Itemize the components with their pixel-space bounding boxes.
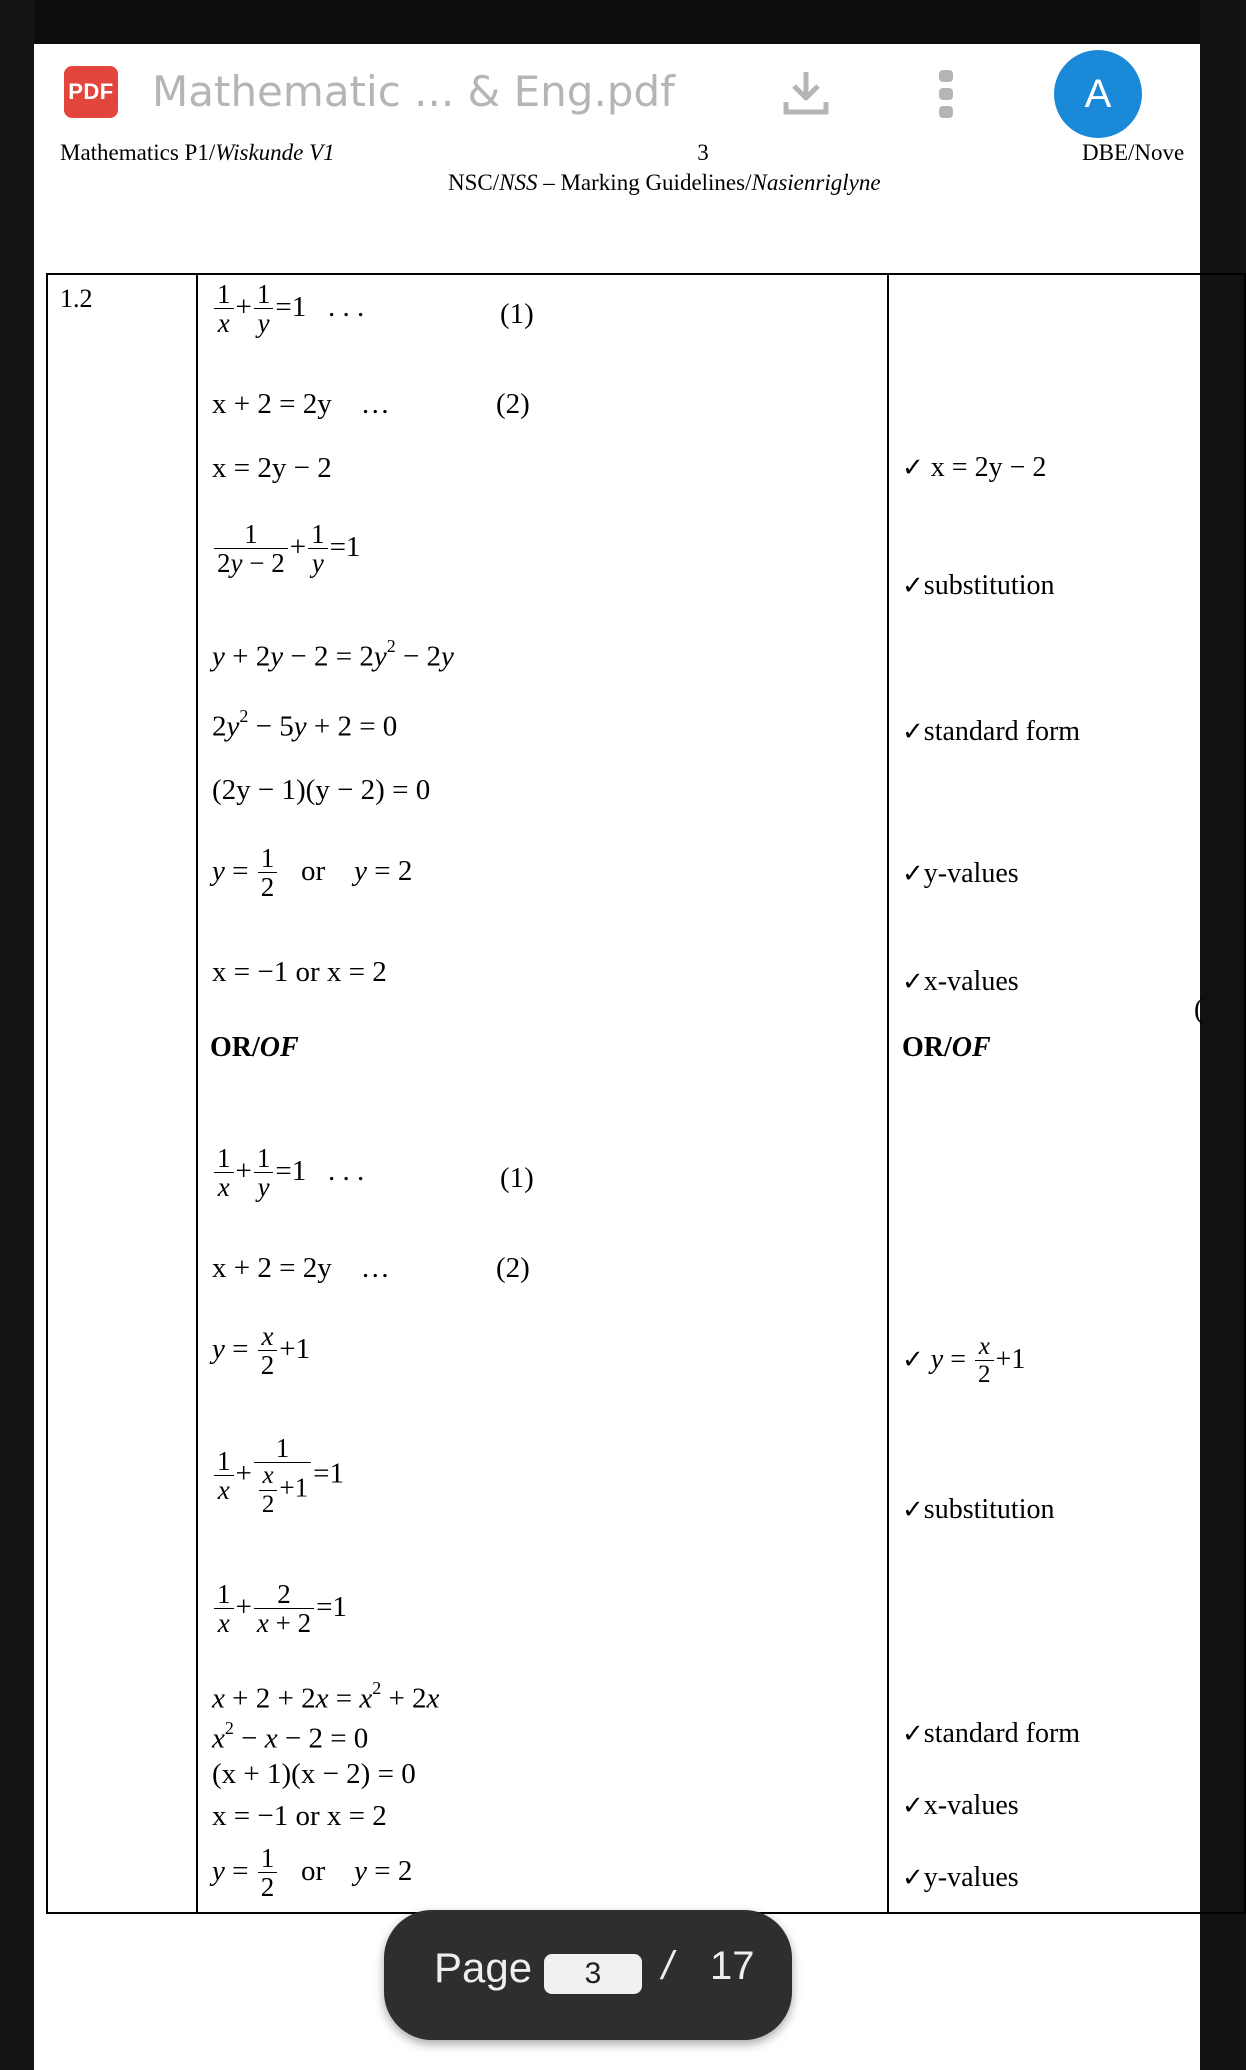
clipped-glyph: ( xyxy=(1194,994,1204,1025)
equation-tag: (1) xyxy=(500,1162,534,1194)
checkmark-icon: ✓ xyxy=(902,1791,924,1821)
header-subject: Mathematics P1/Wiskunde V1 xyxy=(60,140,335,165)
equation-1-alt: $\frac{1}{x}$ + $\frac{1}{y}$ =1 . . . xyxy=(212,1144,364,1203)
page-total: 17 xyxy=(710,1944,755,1988)
step-expand-alt: $x + 2 + 2x = x^2 + 2x$ xyxy=(212,1678,440,1715)
page-indicator xyxy=(384,1910,792,2040)
checkmark-icon: ✓ xyxy=(902,967,924,997)
pdf-page xyxy=(34,44,1204,2070)
step-substitution-alt: $\frac{1}{x}$ + 1 $\frac{x}{2}$ +1 =1 xyxy=(212,1434,344,1518)
checkmark-icon: ✓ xyxy=(902,1863,924,1893)
header-page-number: 3 xyxy=(697,140,709,165)
step-expand: $y + 2y - 2 = 2y^2 - 2y$ xyxy=(212,636,454,673)
header-dbe: DBE/Nove xyxy=(1082,140,1185,165)
checkmark-icon: ✓ xyxy=(902,1344,924,1375)
step-x-values-alt: x = −1 or x = 2 xyxy=(212,1800,387,1832)
step-simplify-alt: $\frac{1}{x}$ + $\frac{2}{x + 2}$ =1 xyxy=(212,1580,347,1639)
mark-y-subject: ✓ y = $\frac{x}{2}$ +1 xyxy=(902,1333,1026,1389)
checkmark-icon: ✓ xyxy=(902,859,924,889)
os-left-bar xyxy=(0,0,34,2070)
question-number: 1.2 xyxy=(60,284,93,313)
step-factorise-alt: (x + 1)(x − 2) = 0 xyxy=(212,1758,416,1790)
checkmark-icon: ✓ xyxy=(902,717,924,747)
mark-substitution: ✓substitution xyxy=(902,570,1055,601)
step-standard-form: $2y^2 - 5y + 2 = 0$ xyxy=(212,706,398,743)
equation-2: x + 2 = 2y … xyxy=(212,388,390,420)
step-substitution: $\frac{1}{2y - 2}$ + $\frac{1}{y}$ =1 xyxy=(212,520,360,579)
step-y-values-alt: y = $\frac{1}{2}$ or y = 2 xyxy=(212,1843,413,1903)
download-icon[interactable] xyxy=(780,66,832,118)
mark-x-values: ✓x-values xyxy=(902,966,1019,997)
step-y-values: y = $\frac{1}{2}$ or y = 2 xyxy=(212,843,413,903)
or-separator: OR/OF xyxy=(902,1032,991,1063)
mark-x-subject: ✓ x = 2y − 2 xyxy=(902,452,1047,483)
checkmark-icon: ✓ xyxy=(902,453,924,483)
page-number-input[interactable]: 3 xyxy=(544,1954,642,1994)
mark-y-values: ✓y-values xyxy=(902,858,1019,889)
os-top-bar xyxy=(0,0,1200,44)
step-standard-form-alt: $x^2 - x - 2 = 0$ xyxy=(212,1718,369,1755)
table-divider xyxy=(196,273,198,1914)
step-factorise: (2y − 1)(y − 2) = 0 xyxy=(212,774,431,806)
document-title: Mathematic ... & Eng.pdf xyxy=(152,67,675,116)
equation-tag: (2) xyxy=(496,1252,530,1284)
equation-tag: (1) xyxy=(500,298,534,330)
mark-y-values-alt: ✓y-values xyxy=(902,1862,1019,1893)
equation-2-alt: x + 2 = 2y … xyxy=(212,1252,390,1284)
equation-1: $\frac{1}{x}$ + $\frac{1}{y}$ =1 . . . xyxy=(212,280,364,339)
account-avatar[interactable]: A xyxy=(1054,50,1142,138)
more-vert-icon[interactable] xyxy=(932,66,962,122)
table-divider xyxy=(887,273,889,1914)
page-label: Page xyxy=(434,1944,533,1991)
mark-x-values-alt: ✓x-values xyxy=(902,1790,1019,1821)
step-y-subject: y = $\frac{x}{2}$ +1 xyxy=(212,1321,311,1381)
equation-tag: (2) xyxy=(496,388,530,420)
step-x-subject: x = 2y − 2 xyxy=(212,452,332,484)
page-separator: / xyxy=(662,1944,674,1988)
pdf-file-icon: PDF xyxy=(64,66,118,118)
mark-substitution-alt: ✓substitution xyxy=(902,1494,1055,1525)
checkmark-icon: ✓ xyxy=(902,1495,924,1525)
step-x-values: x = −1 or x = 2 xyxy=(212,956,387,988)
mark-standard-form: ✓standard form xyxy=(902,716,1081,747)
checkmark-icon: ✓ xyxy=(902,1719,924,1749)
or-separator: OR/OF xyxy=(210,1032,299,1063)
checkmark-icon: ✓ xyxy=(902,571,924,601)
mark-standard-form-alt: ✓standard form xyxy=(902,1718,1081,1749)
header-guidelines: NSC/NSS – Marking Guidelines/Nasienriglyne xyxy=(448,170,881,195)
